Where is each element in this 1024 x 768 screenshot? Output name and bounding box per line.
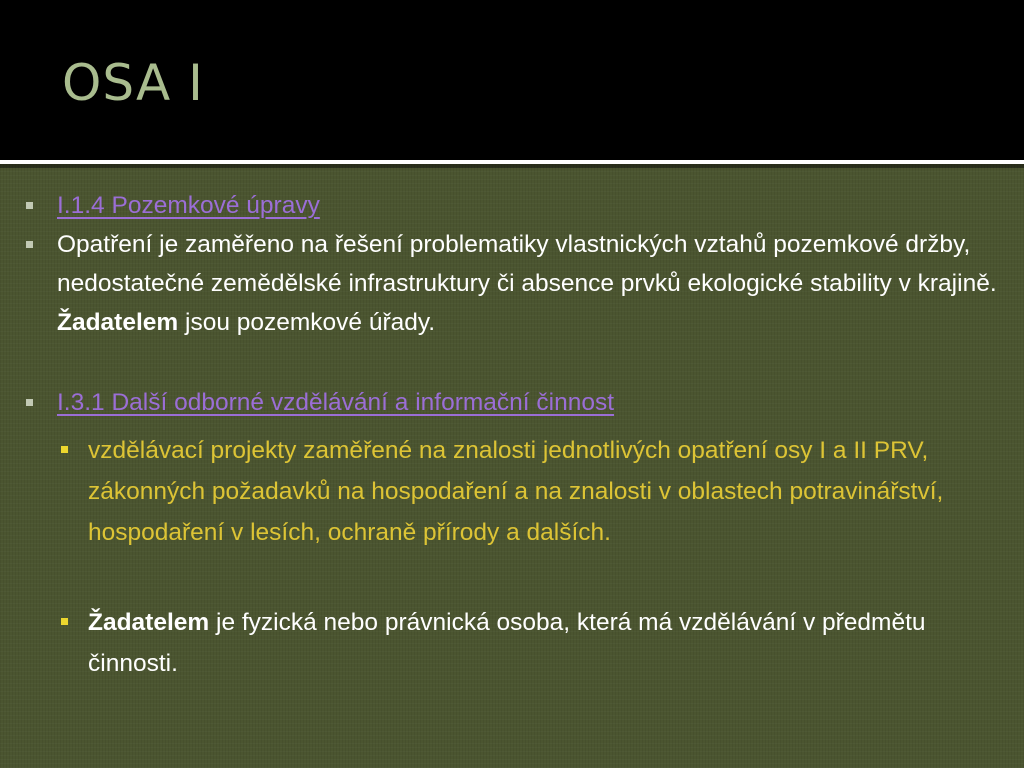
square-bullet-icon — [26, 241, 33, 248]
square-bullet-icon — [26, 202, 33, 209]
link-dalsi-odborne-vzdelavani[interactable]: I.3.1 Další odborné vzdělávání a informační činnost — [57, 389, 615, 416]
slide-title: OSA I — [62, 54, 204, 112]
square-bullet-icon — [61, 618, 68, 625]
sub-item-2-text: je fyzická nebo právnická osoba, která má vzdělávání v předmětu činnosti. — [88, 609, 926, 677]
item-2-text: Opatření je zaměřeno na řešení problematiky vlastnických vztahů pozemkové držby, nedostatečné zemědělské infrastruktury či absence prvků ekologické stability v krajině. — [57, 231, 997, 297]
square-bullet-icon — [26, 399, 33, 406]
link-pozemkove-upravy[interactable]: I.1.4 Pozemkové úpravy — [57, 192, 320, 219]
sub-item-1-text: vzdělávací projekty zaměřené na znalosti jednotlivých opatření osy I a II PRV, zákonných požadavků na hospodaření a na znalosti v oblastech potravinářství, hospodaření v lesích, ochraně přírody a dalších. — [88, 437, 944, 546]
sub-item-2-bold: Žadatelem — [88, 609, 210, 636]
item-2-text-end: jsou pozemkové úřady. — [178, 309, 436, 336]
bullet-item-1 — [57, 186, 1012, 225]
sub-bullet-item-1 — [88, 430, 1016, 553]
bullet-item-3 — [57, 383, 1012, 422]
sub-bullet-item-2 — [88, 602, 1016, 684]
item-2-bold: Žadatelem — [57, 309, 179, 336]
bullet-item-2 — [57, 225, 1012, 342]
square-bullet-icon — [61, 446, 68, 453]
